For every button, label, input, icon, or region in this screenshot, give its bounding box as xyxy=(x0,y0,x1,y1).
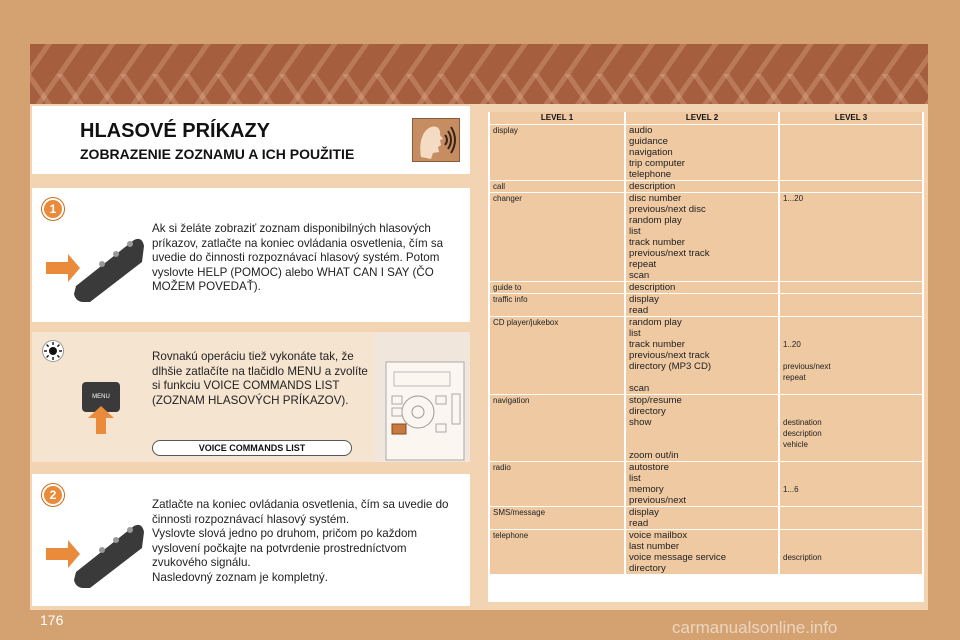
cell-line xyxy=(493,350,624,361)
cell-line: memory xyxy=(629,484,664,495)
cell-level-3 xyxy=(780,125,922,180)
cell-line xyxy=(493,204,624,215)
cell-level-3 xyxy=(780,507,922,529)
voice-commands-table xyxy=(488,112,924,602)
step-2-section xyxy=(32,474,470,606)
cell-line xyxy=(783,270,922,281)
title-box xyxy=(32,106,470,174)
cell-line xyxy=(783,294,922,305)
cell-line: previous/next xyxy=(629,495,687,506)
cell-line xyxy=(783,237,922,248)
cell-line xyxy=(783,507,922,518)
cell-line xyxy=(783,204,922,215)
menu-alternative-section xyxy=(32,332,470,462)
cell-line xyxy=(783,383,922,394)
table-body xyxy=(489,124,923,574)
cell-line xyxy=(783,147,922,158)
cell-line xyxy=(783,563,922,574)
cell-line: random play xyxy=(629,317,682,328)
page-title: HLASOVÉ PRÍKAZY xyxy=(80,120,271,142)
lighting-sun-icon xyxy=(42,340,64,362)
cell-line: directory xyxy=(629,406,666,417)
cell-level-3 xyxy=(780,181,922,192)
cell-line: previous/next xyxy=(783,362,831,371)
cell-line: guidance xyxy=(629,136,668,147)
cell-line xyxy=(493,248,624,259)
cell-line: previous/next track xyxy=(629,248,710,259)
cell-line: read xyxy=(629,305,649,316)
cell-line: read xyxy=(629,518,649,529)
cell-line xyxy=(493,339,624,350)
cell-line xyxy=(493,305,624,316)
cell-line xyxy=(493,136,624,147)
cell-line xyxy=(493,428,624,439)
cell-level-2 xyxy=(626,193,778,281)
cell-line xyxy=(493,450,624,461)
table-header xyxy=(489,112,923,124)
cell-line: repeat xyxy=(629,259,657,270)
step-2-badge: 2 xyxy=(42,484,64,506)
cell-line xyxy=(783,350,922,361)
cell-line xyxy=(493,372,624,383)
cell-line: random play xyxy=(629,215,682,226)
cell-line: display xyxy=(493,126,518,135)
cell-line xyxy=(783,541,922,552)
cell-level-3 xyxy=(780,395,922,461)
page-number: 176 xyxy=(40,612,64,628)
cell-line: traffic info xyxy=(493,295,528,304)
cell-line xyxy=(629,428,778,439)
watermark: carmanualsonline.info xyxy=(672,618,838,637)
cell-line xyxy=(493,226,624,237)
cell-line xyxy=(493,406,624,417)
cell-level-1 xyxy=(490,125,624,180)
cell-line: changer xyxy=(493,194,522,203)
cell-line xyxy=(783,462,922,473)
cell-level-1 xyxy=(490,507,624,529)
cell-line xyxy=(493,439,624,450)
cell-line: previous/next track xyxy=(629,350,710,361)
cell-line xyxy=(783,395,922,406)
cell-line xyxy=(493,328,624,339)
cell-level-1 xyxy=(490,193,624,281)
menu-key-label: MENU xyxy=(92,394,110,400)
cell-line: track number xyxy=(629,237,685,248)
cell-level-2 xyxy=(626,530,778,574)
cell-line xyxy=(783,226,922,237)
cell-line xyxy=(783,328,922,339)
table-row xyxy=(489,281,923,293)
cell-line: display xyxy=(629,294,659,305)
cell-line xyxy=(493,237,624,248)
table-row xyxy=(489,180,923,192)
cell-line: last number xyxy=(629,541,680,552)
cell-line xyxy=(783,317,922,328)
cell-line: previous/next disc xyxy=(629,204,706,215)
cell-level-2 xyxy=(626,294,778,316)
cell-level-1 xyxy=(490,530,624,574)
cell-level-1 xyxy=(490,317,624,394)
cell-line: trip computer xyxy=(629,158,685,169)
cell-level-2 xyxy=(626,395,778,461)
cell-line xyxy=(783,215,922,226)
cell-line xyxy=(783,530,922,541)
cell-line: telephone xyxy=(493,531,529,540)
cell-line xyxy=(493,383,624,394)
cell-level-2 xyxy=(626,282,778,293)
cell-line xyxy=(493,563,624,574)
cell-line xyxy=(783,282,922,293)
cell-line xyxy=(493,215,624,226)
cell-line xyxy=(493,417,624,428)
cell-level-1 xyxy=(490,462,624,506)
cell-line xyxy=(493,147,624,158)
decorative-chevron-band xyxy=(30,44,928,104)
step-1-section xyxy=(32,188,470,322)
cell-line: track number xyxy=(629,339,685,350)
voice-command-icon xyxy=(412,118,460,162)
cell-line: scan xyxy=(629,383,650,394)
cell-line: description xyxy=(629,282,676,293)
lighting-stalk-icon xyxy=(46,508,146,588)
table-row xyxy=(489,461,923,506)
header-level-2: LEVEL 2 xyxy=(626,112,778,124)
cell-line xyxy=(493,473,624,484)
cell-line xyxy=(783,450,922,461)
cell-line: description xyxy=(783,553,822,562)
cell-line xyxy=(783,495,922,506)
voice-commands-list-button[interactable]: VOICE COMMANDS LIST xyxy=(152,440,352,456)
table-row xyxy=(489,316,923,394)
cell-level-2 xyxy=(626,181,778,192)
header-level-1: LEVEL 1 xyxy=(490,112,624,124)
cell-line: 1...20 xyxy=(783,194,804,203)
cell-line xyxy=(783,125,922,136)
cell-line: show xyxy=(629,417,652,428)
cell-line: description xyxy=(629,181,676,192)
step-1-badge: 1 xyxy=(42,198,64,220)
cell-line xyxy=(493,541,624,552)
cell-level-2 xyxy=(626,507,778,529)
cell-line xyxy=(493,552,624,563)
cell-level-2 xyxy=(626,317,778,394)
menu-alternative-text: Rovnakú operáciu tiež vykonáte tak, že dlhšie zatlačíte na tlačidlo MENU a zvolíte si funkciu VOICE COMMANDS LIST (ZOZNAM HLASOVÝCH PRÍKAZOV). xyxy=(152,350,368,407)
cell-line xyxy=(629,439,778,450)
cell-line: zoom out/in xyxy=(629,450,679,461)
cell-line: telephone xyxy=(629,169,672,180)
cell-line: destination xyxy=(783,418,822,427)
table-row xyxy=(489,293,923,316)
cell-line: navigation xyxy=(629,147,673,158)
cell-line: repeat xyxy=(783,373,806,382)
cell-line: vehicle xyxy=(783,440,808,449)
cell-level-3 xyxy=(780,530,922,574)
cell-line: description xyxy=(783,429,822,438)
step-1-text: Ak si želáte zobraziť zoznam disponibilných hlasových príkazov, zatlačte na koniec ovládania osvetlenia, čím sa uvedie do činnosti rozpoznávací hlasový systém. Potom vyslovte HELP (POMOC) alebo WHAT CAN I SAY (ČO MOŽEM POVEDAŤ). xyxy=(152,222,444,294)
cell-line: SMS/message xyxy=(493,508,546,517)
cell-level-3 xyxy=(780,317,922,394)
cell-line xyxy=(783,406,922,417)
cell-line: scan xyxy=(629,270,650,281)
cell-line xyxy=(493,495,624,506)
cell-line: list xyxy=(629,328,641,339)
cell-line: autostore xyxy=(629,462,670,473)
cell-line xyxy=(493,484,624,495)
cell-line xyxy=(493,169,624,180)
cell-line xyxy=(493,259,624,270)
cell-line xyxy=(493,270,624,281)
cell-line xyxy=(493,158,624,169)
cell-line: list xyxy=(629,226,641,237)
cell-line xyxy=(783,158,922,169)
cell-line xyxy=(493,518,624,529)
cell-level-1 xyxy=(490,294,624,316)
cell-level-2 xyxy=(626,462,778,506)
header-level-3: LEVEL 3 xyxy=(780,112,922,124)
table-row xyxy=(489,394,923,461)
cell-level-3 xyxy=(780,294,922,316)
cell-line: 1..20 xyxy=(783,340,801,349)
cell-level-3 xyxy=(780,462,922,506)
table-row xyxy=(489,529,923,574)
cell-line: directory xyxy=(629,563,666,574)
cell-line: directory (MP3 CD) xyxy=(629,361,712,372)
cell-line: navigation xyxy=(493,396,530,405)
cell-line: 1...6 xyxy=(783,485,799,494)
cell-line xyxy=(629,372,778,383)
cell-line: radio xyxy=(493,463,511,472)
cell-level-1 xyxy=(490,181,624,192)
cell-line: display xyxy=(629,507,659,518)
table-row xyxy=(489,124,923,180)
cell-line xyxy=(783,259,922,270)
step-2-text: Zatlačte na koniec ovládania osvetlenia, čím sa uvedie do činnosti rozpoznávací hlasový systém. Vyslovte slová jedno po druhom, pričom po každom vyslovení počkajte na potvrdenie prostredníctvom zvukového signálu. Nasledovný zoznam je kompletný. xyxy=(152,498,449,584)
arrow-up-icon xyxy=(88,406,114,434)
cell-level-1 xyxy=(490,395,624,461)
cell-line xyxy=(783,518,922,529)
cell-line: voice mailbox xyxy=(629,530,688,541)
cell-line: voice message service xyxy=(629,552,727,563)
cell-line: audio xyxy=(629,125,653,136)
cell-line: disc number xyxy=(629,193,682,204)
cell-line: CD player/jukebox xyxy=(493,318,559,327)
cell-level-1 xyxy=(490,282,624,293)
cell-line: guide to xyxy=(493,283,522,292)
cell-level-2 xyxy=(626,125,778,180)
table-row xyxy=(489,192,923,281)
cell-level-3 xyxy=(780,193,922,281)
cell-line xyxy=(493,361,624,372)
cell-line: call xyxy=(493,182,506,191)
radio-panel-illustration xyxy=(374,332,470,462)
cell-line xyxy=(783,181,922,192)
table-row xyxy=(489,506,923,529)
cell-line: stop/resume xyxy=(629,395,682,406)
lighting-stalk-icon xyxy=(46,222,146,302)
cell-line xyxy=(783,305,922,316)
cell-line xyxy=(783,169,922,180)
cell-level-3 xyxy=(780,282,922,293)
cell-line xyxy=(783,136,922,147)
cell-line xyxy=(783,248,922,259)
page-subtitle: ZOBRAZENIE ZOZNAMU A ICH POUŽITIE xyxy=(80,146,355,162)
cell-line: list xyxy=(629,473,641,484)
cell-line xyxy=(783,473,922,484)
